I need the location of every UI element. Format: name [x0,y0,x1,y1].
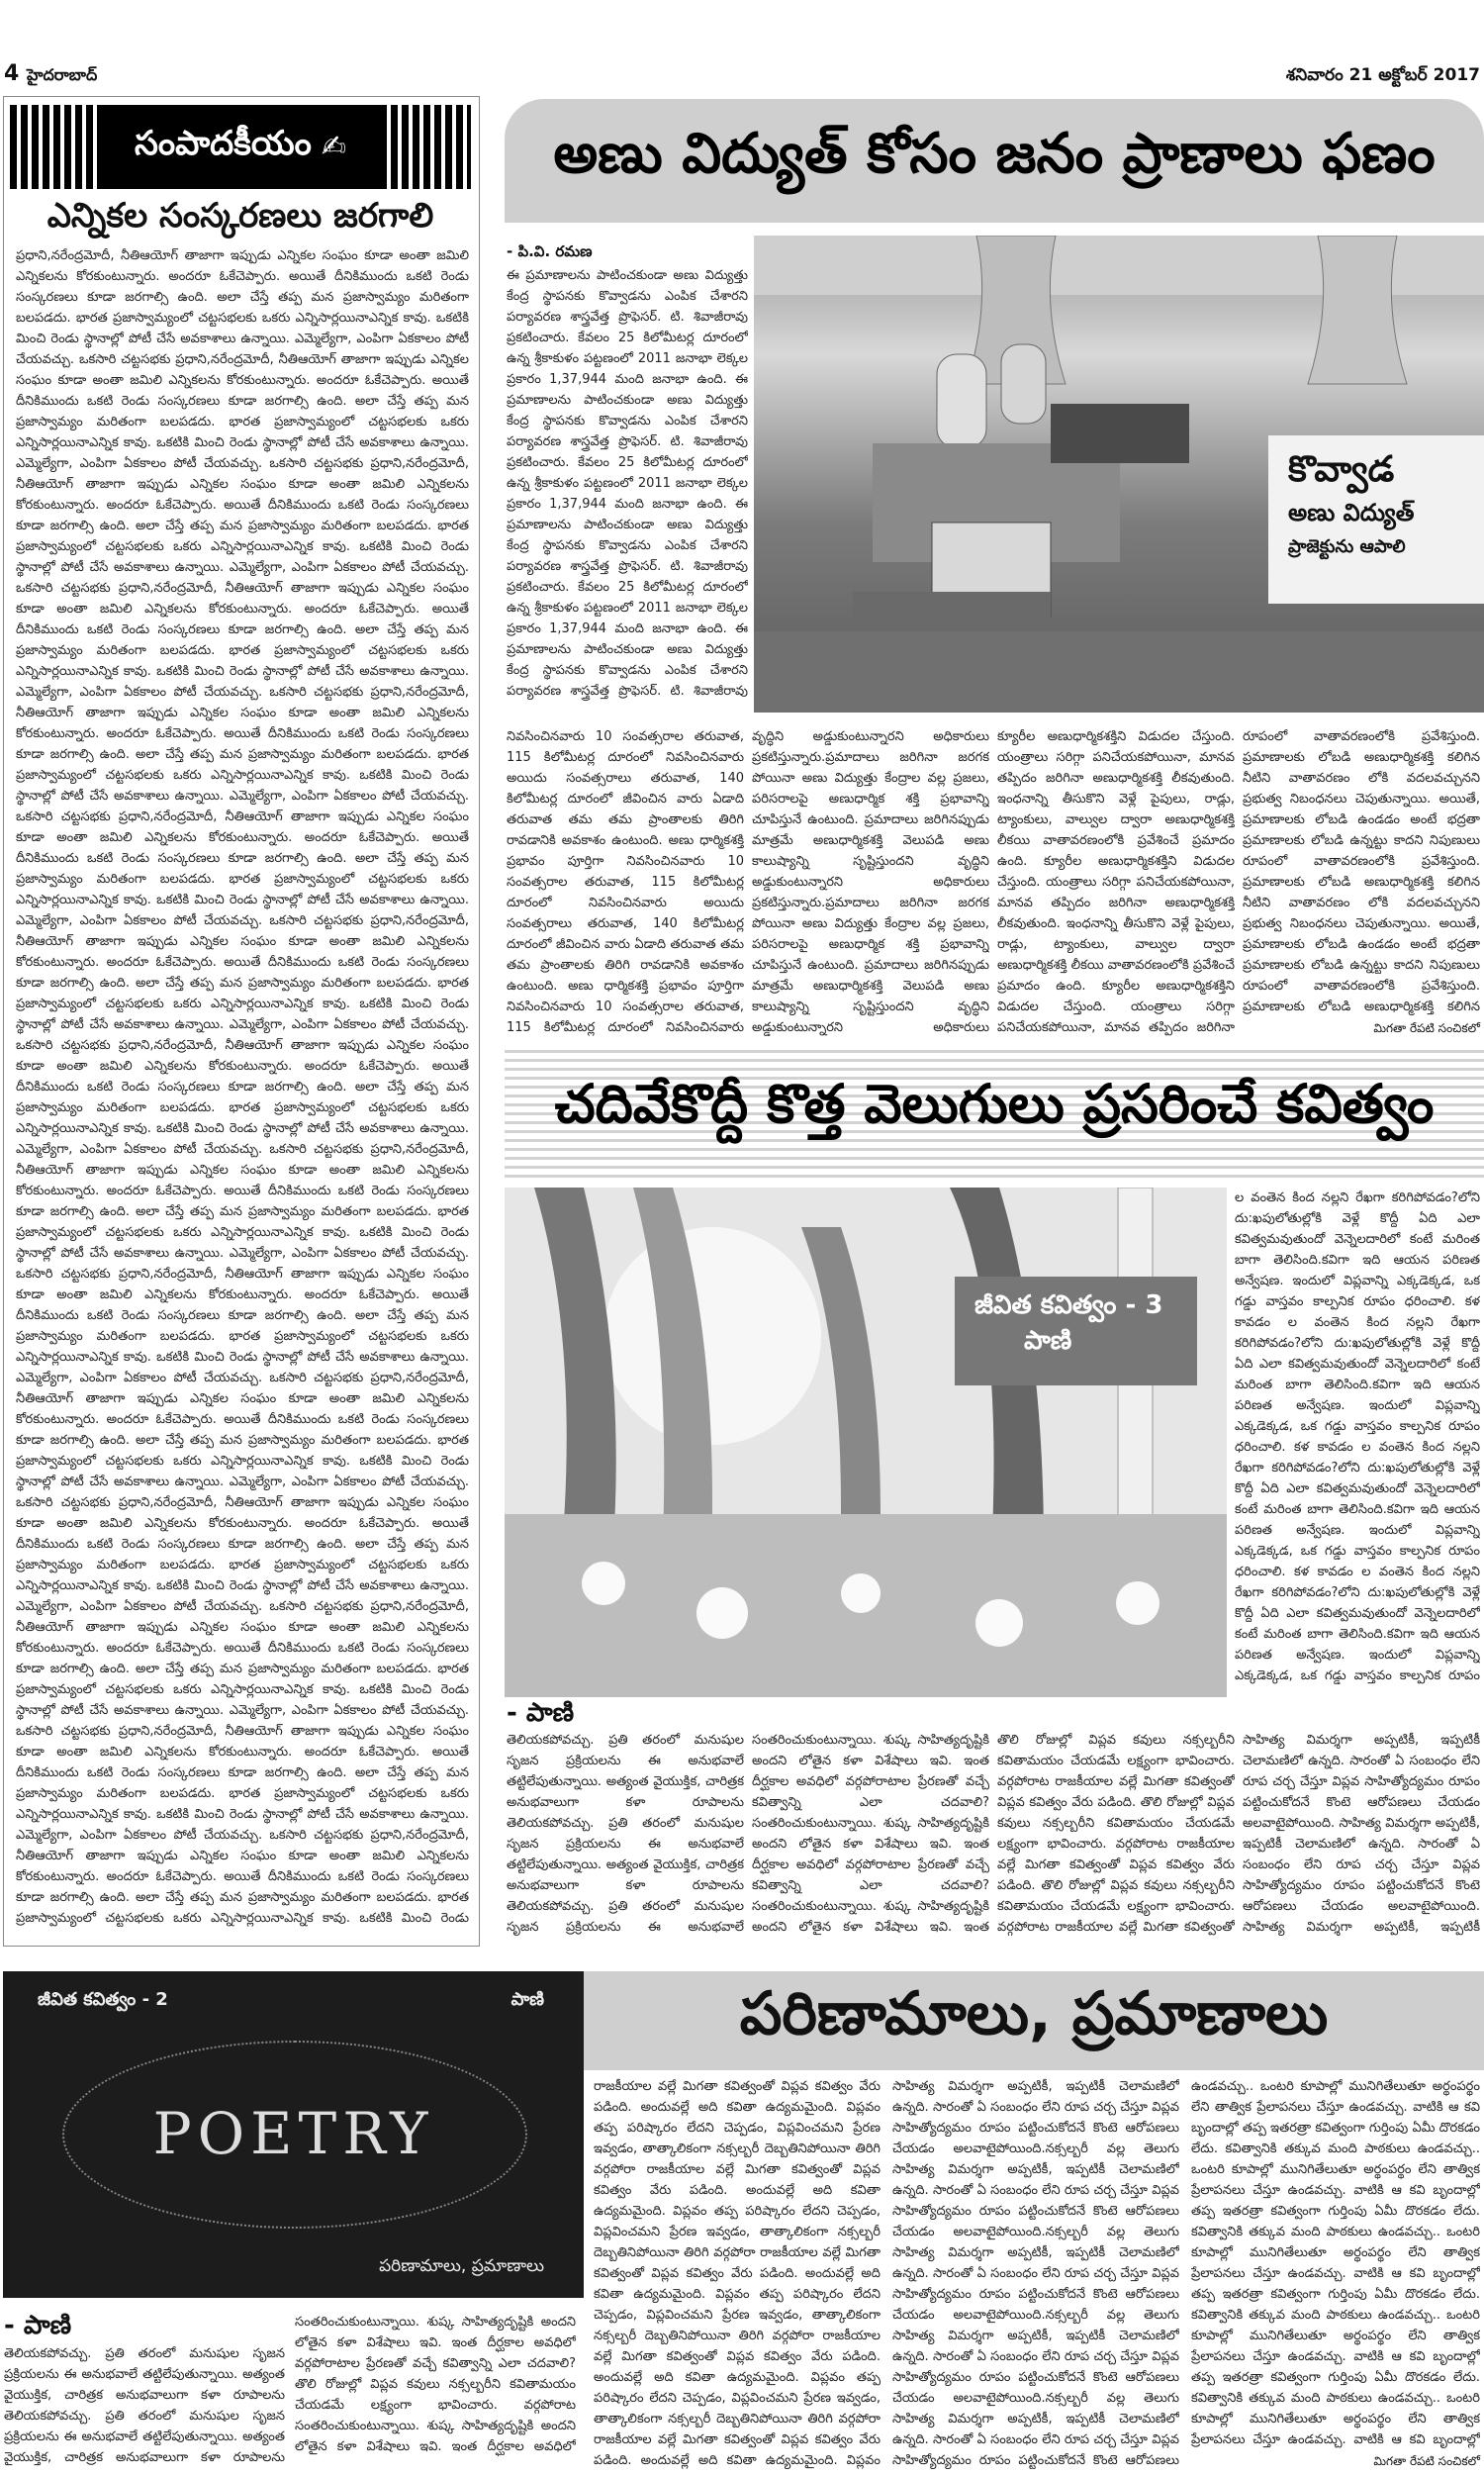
page-number-value: 4 [4,61,20,86]
caption-line-1: కొవ్వాడ [1288,449,1395,490]
nuclear-plant-photo [754,236,1484,713]
poetry2-banner [3,1971,584,2298]
photo-caption [1268,435,1484,604]
pen-icon: ✍ [321,130,346,164]
poetry3-side-column: ల వంతెన కింద నల్లని రేఖగా కరిగిపోవడం?లోని దు:ఖపులోతుల్లోకి వెళ్లే కొద్దీ ఏది ఎలా కవిత్వమవుతుందో వెన్నెలదారిలో కంటే మరింత బాగా తెలిసింది.కవిగా ఇది ఆయన పరిణత అన్వేషణ. ఇందులో విప్లవాన్ని ఎక్కడెక్కడ, ఒక గడ్డు వాస్తవం కాల్పనిక రూపం ధరించాలి. కళ కావడం ల వంతెన కింద నల్లని రేఖగా కరిగిపోవడం?లోని దు:ఖపులోతుల్లోకి వెళ్లే కొద్దీ ఏది ఎలా కవిత్వమవుతుందో వెన్నెలదారిలో కంటే మరింత బాగా తెలిసింది.కవిగా ఇది ఆయన పరిణత అన్వేషణ. ఇందులో విప్లవాన్ని ఎక్కడెక్కడ, ఒక గడ్డు వాస్తవం కాల్పనిక రూపం ధరించాలి. కళ కావడం ల వంతెన కింద నల్లని రేఖగా కరిగిపోవడం?లోని దు:ఖపులోతుల్లోకి వెళ్లే కొద్దీ ఏది ఎలా కవిత్వమవుతుందో వెన్నెలదారిలో కంటే మరింత బాగా తెలిసింది.కవిగా ఇది ఆయన పరిణత అన్వేషణ. ఇందులో విప్లవాన్ని ఎక్కడెక్కడ, ఒక గడ్డు వాస్తవం కాల్పనిక రూపం ధరించాలి. కళ కావడం ల వంతెన కింద నల్లని రేఖగా కరిగిపోవడం?లోని దు:ఖపులోతుల్లోకి వెళ్లే కొద్దీ ఏది ఎలా కవిత్వమవుతుందో వెన్నెలదారిలో కంటే మరింత బాగా తెలిసింది.కవిగా ఇది ఆయన పరిణత అన్వేషణ. ఇందులో విప్లవాన్ని ఎక్కడెక్కడ, ఒక గడ్డు వాస్తవం కాల్పనిక రూపం [1235,1190,1480,1683]
poetry3-column-4: సాహిత్య విమర్శగా అప్పటికీ, ఇప్పటికీ చెలామణిలో ఉన్నది. సారంతో ఏ సంబంధం లేని రూప చర్చ చేస్తూ విప్లవ సాహిత్యోద్యమం రూపం పట్టించుకోదనే కొంటె ఆరోపణలు చేయడం అలవాటైపోయింది. సాహిత్య విమర్శగా అప్పటికీ, ఇప్పటికీ చెలామణిలో ఉన్నది. సారంతో ఏ సంబంధం లేని రూప చర్చ చేస్తూ విప్లవ సాహిత్యోద్యమం రూపం పట్టించుకోదనే కొంటె ఆరోపణలు చేయడం అలవాటైపోయింది. సాహిత్య విమర్శగా అప్పటికీ, ఇప్పటికీ [1243,1733,1480,1935]
poetry2-column-3: ఉండవచ్చు.. ఒంటరి కూపాల్లో మునిగితేలుతూ అర్థంపర్థం లేని తాత్విక ప్రేలాపనలు చేస్తూ ఉండవచ్చు. వాటికి ఆ కవి బృందాల్లో తప్ప ఇతరత్రా కవిత్వంగా గుర్తింపు ఏమీ దొరకడం లేదు. కవిత్వానికి తక్కువ మంది పాఠకులు ఉండవచ్చు.. ఒంటరి కూపాల్లో మునిగితేలుతూ అర్థంపర్థం లేని తాత్విక ప్రేలాపనలు చేస్తూ ఉండవచ్చు. వాటికి ఆ కవి బృందాల్లో తప్ప ఇతరత్రా కవిత్వంగా గుర్తింపు ఏమీ దొరకడం లేదు. కవిత్వానికి తక్కువ మంది పాఠకులు ఉండవచ్చు.. ఒంటరి కూపాల్లో మునిగితేలుతూ అర్థంపర్థం లేని తాత్విక ప్రేలాపనలు చేస్తూ ఉండవచ్చు. వాటికి ఆ కవి బృందాల్లో తప్ప ఇతరత్రా కవిత్వంగా గుర్తింపు ఏమీ దొరకడం లేదు. కవిత్వానికి తక్కువ మంది పాఠకులు ఉండవచ్చు.. ఒంటరి కూపాల్లో మునిగితేలుతూ అర్థంపర్థం లేని తాత్విక ప్రేలాపనలు చేస్తూ ఉండవచ్చు. వాటికి ఆ కవి బృందాల్లో తప్ప ఇతరత్రా కవిత్వంగా గుర్తింపు ఏమీ దొరకడం లేదు. కవిత్వానికి తక్కువ మంది పాఠకులు ఉండవచ్చు.. ఒంటరి కూపాల్లో మునిగితేలుతూ అర్థంపర్థం లేని తాత్విక ప్రేలాపనలు చేస్తూ ఉండవచ్చు. వాటికి ఆ కవి బృందాల్లో [1191,2079,1480,2447]
poetry2-caption: పరిణామాలు, ప్రమాణాలు [379,2256,544,2276]
series-title: జీవిత కవిత్వం - 3 [974,1290,1163,1320]
poetry2-column-2: సాహిత్య విమర్శగా అప్పటికీ, ఇప్పటికీ చెలామణిలో ఉన్నది. సారంతో ఏ సంబంధం లేని రూప చర్చ చేస్తూ విప్లవ సాహిత్యోద్యమం రూపం పట్టించుకోదనే కొంటె ఆరోపణలు చేయడం అలవాటైపోయింది.నక్సల్బరీ వల్ల తెలుగు సాహిత్య విమర్శగా అప్పటికీ, ఇప్పటికీ చెలామణిలో ఉన్నది. సారంతో ఏ సంబంధం లేని రూప చర్చ చేస్తూ విప్లవ సాహిత్యోద్యమం రూపం పట్టించుకోదనే కొంటె ఆరోపణలు చేయడం అలవాటైపోయింది.నక్సల్బరీ వల్ల తెలుగు సాహిత్య విమర్శగా అప్పటికీ, ఇప్పటికీ చెలామణిలో ఉన్నది. సారంతో ఏ సంబంధం లేని రూప చర్చ చేస్తూ విప్లవ సాహిత్యోద్యమం రూపం పట్టించుకోదనే కొంటె ఆరోపణలు చేయడం అలవాటైపోయింది.నక్సల్బరీ వల్ల తెలుగు సాహిత్య విమర్శగా అప్పటికీ, ఇప్పటికీ చెలామణిలో ఉన్నది. సారంతో ఏ సంబంధం లేని రూప చర్చ చేస్తూ విప్లవ సాహిత్యోద్యమం రూపం పట్టించుకోదనే కొంటె ఆరోపణలు చేయడం అలవాటైపోయింది.నక్సల్బరీ వల్ల తెలుగు సాహిత్య విమర్శగా అప్పటికీ, ఇప్పటికీ చెలామణిలో ఉన్నది. సారంతో ఏ సంబంధం లేని రూప చర్చ చేస్తూ విప్లవ సాహిత్యోద్యమం రూపం పట్టించుకోదనే కొంటె ఆరోపణలు [892,2079,1179,2468]
caption-line-3: ప్రాజెక్టును ఆపాలి [1288,536,1406,557]
nuclear-column-2: వృద్ధిని అడ్డుకుంటున్నారని అధికారులు ప్రకటిస్తున్నారు.ప్రమాదాలు జరిగినా జరగక పోయినా అణు విద్యుత్తు కేంద్రాల వల్ల ప్రజలు, పరిసరాలపై అణుధార్మిక శక్తి ప్రభావాన్ని చూపిస్తునే ఉంటుంది. ప్రమాదాలు జరిగినప్పుడు మాత్రమే అణుధార్మికశక్తి వెలుపడి అణు కాలుష్యాన్ని సృష్టిస్తుందని వృద్ధిని అడ్డుకుంటున్నారని అధికారులు ప్రకటిస్తున్నారు.ప్రమాదాలు జరిగినా జరగక పోయినా అణు విద్యుత్తు కేంద్రాల వల్ల ప్రజలు, పరిసరాలపై అణుధార్మిక శక్తి ప్రభావాన్ని చూపిస్తునే ఉంటుంది. ప్రమాదాలు జరిగినప్పుడు మాత్రమే అణుధార్మికశక్తి వెలుపడి అణు కాలుష్యాన్ని సృష్టిస్తుందని వృద్ధిని అడ్డుకుంటున్నారని అధికారులు [752,729,989,1035]
poetry2-left-column-1: తెలియకపోవచ్చు. ప్రతి తరంలో మనుషుల సృజన ప్రక్రియలను ఈ అనుభవాలే తట్టిలేపుతున్నాయి. అత్యంత వైయుక్తిక, చారిత్రక అనుభవాలుగా కళా రూపాలను తెలియకపోవచ్చు. ప్రతి తరంలో మనుషుల సృజన ప్రక్రియలను ఈ అనుభవాలే తట్టిలేపుతున్నాయి. అత్యంత వైయుక్తిక, చారిత్రక అనుభవాలుగా కళా రూపాలను [4,2346,285,2465]
series-author: పాణి [1024,1326,1072,1356]
poetry2-byline: - పాణి [4,2311,72,2340]
nuclear-intro: ఈ ప్రమాణాలను పాటించకుండా అణు విద్యుత్తు కేంద్ర స్థాపనకు కొవ్వాడను ఎంపిక చేశారని పర్యావరణ శాస్త్రవేత్త ప్రొఫెసర్. టి. శివాజీరావు ప్రకటించారు. కేవలం 25 కిలోమీటర్ల దూరంలో ఉన్న శ్రీకాకుళం పట్టణంలో 2011 జనాభా లెక్కల ప్రకారం 1,37,944 మంది జనాభా ఉంది. ఈ ప్రమాణాలను పాటించకుండా అణు విద్యుత్తు కేంద్ర స్థాపనకు కొవ్వాడను ఎంపిక చేశారని పర్యావరణ శాస్త్రవేత్త ప్రొఫెసర్. టి. శివాజీరావు ప్రకటించారు. కేవలం 25 కిలోమీటర్ల దూరంలో ఉన్న శ్రీకాకుళం పట్టణంలో 2011 జనాభా లెక్కల ప్రకారం 1,37,944 మంది జనాభా ఉంది. ఈ ప్రమాణాలను పాటించకుండా అణు విద్యుత్తు కేంద్ర స్థాపనకు కొవ్వాడను ఎంపిక చేశారని పర్యావరణ శాస్త్రవేత్త ప్రొఫెసర్. టి. శివాజీరావు ప్రకటించారు. కేవలం 25 కిలోమీటర్ల దూరంలో ఉన్న శ్రీకాకుళం పట్టణంలో 2011 జనాభా లెక్కల ప్రకారం 1,37,944 మంది జనాభా ఉంది. ఈ ప్రమాణాలను పాటించకుండా అణు విద్యుత్తు కేంద్ర స్థాపనకు కొవ్వాడను ఎంపిక చేశారని పర్యావరణ శాస్త్రవేత్త ప్రొఫెసర్. టి. శివాజీరావు [507,268,748,699]
edition-label: హైదరాబాద్ [26,65,98,84]
poetry2-left-column-2: సంతరించుకుంటున్నాయి. శుష్క సాహిత్యదృష్టికి అందని లోతైన కళా విశేషాలు ఇవి. ఇంత దీర్ఘకాల అవధిలో వర్గపోరాటాల ప్రేరణతో వచ్చే కవిత్వాన్ని ఎలా చదవాలి?తొలి రోజుల్లో విప్లవ కవులు నక్సల్బరీని కవితామయం చేయడమే లక్ష్యంగా భావించారు. వర్గపోరాట సంతరించుకుంటున్నాయి. శుష్క సాహిత్యదృష్టికి అందని లోతైన కళా విశేషాలు ఇవి. ఇంత దీర్ఘకాల అవధిలో [295,2315,576,2454]
nuclear-column-3: క్యూరీల అణుధార్మికశక్తిని విడుదల చేస్తుంది. యంత్రాలు సరిగ్గా పనిచేయకపోయినా, మానవ తప్పిదం జరిగినా అణుధార్మికశక్తి లీకవుతుంది. ఇంధనాన్ని తీసుకొని వెళ్లే పైపులు, రాడ్లు, ట్యాంకులు, వాల్వుల ద్వారా అణుధార్మికశక్తి లీకయి వాతావరణంలోకి ప్రవేశించే ప్రమాదం ఉంది. క్యూరీల అణుధార్మికశక్తిని విడుదల చేస్తుంది. యంత్రాలు సరిగ్గా పనిచేయకపోయినా, మానవ తప్పిదం జరిగినా అణుధార్మికశక్తి లీకవుతుంది. ఇంధనాన్ని తీసుకొని వెళ్లే పైపులు, రాడ్లు, ట్యాంకులు, వాల్వుల ద్వారా అణుధార్మికశక్తి లీకయి వాతావరణంలోకి ప్రవేశించే ప్రమాదం ఉంది. క్యూరీల అణుధార్మికశక్తిని విడుదల చేస్తుంది. యంత్రాలు సరిగ్గా పనిచేయకపోయినా, మానవ తప్పిదం జరిగినా [997,729,1235,1035]
caption-line-2: అణు విద్యుత్ [1288,499,1415,526]
poetry2-continued: మిగతా రేపటి సంచికలో [1373,2454,1480,2468]
editorial-title: ఎన్నికల సంస్కరణలు జరగాలి [46,196,434,236]
nuclear-headline: అణు విద్యుత్ కోసం జనం ప్రాణాలు ఫణం [505,99,1484,223]
editorial-body: ప్రధాని,నరేంద్రమోదీ, నీతిఆయోగ్ తాజాగా ఇప్పుడు ఎన్నికల సంఘం కూడా అంతా జమిలి ఎన్నికలను కోరకుంటున్నారు. అందరూ ఓకేచెప్పారు. అయితే దీనికిముందు ఒకటి రెండు సంస్కరణలు కూడా జరగాల్సి ఉంది. అలా చేస్తే తప్ప మన ప్రజాస్వామ్యం మరితంగా బలపడదు. భారత ప్రజాస్వామ్యంలో చట్టసభలకు ఒకరు ఎన్నిసార్లయినాఎన్నిక కావు. ఒకటికి మించి రెండు స్థానాల్లో పోటీ చేసే అవకాశాలు ఉన్నాయి. ఎమ్మెల్యేగా, ఎంపిగా ఏకకాలం పోటీ చేయవచ్చు. ఒకసారి చట్టసభకు ప్రధాని,నరేంద్రమోదీ, నీతిఆయోగ్ తాజాగా ఇప్పుడు ఎన్నికల సంఘం కూడా అంతా జమిలి ఎన్నికలను కోరకుంటున్నారు. అందరూ ఓకేచెప్పారు. అయితే దీనికిముందు ఒకటి రెండు సంస్కరణలు కూడా జరగాల్సి ఉంది. అలా చేస్తే తప్ప మన ప్రజాస్వామ్యం మరితంగా బలపడదు. భారత ప్రజాస్వామ్యంలో చట్టసభలకు ఒకరు ఎన్నిసార్లయినాఎన్నిక కావు. ఒకటికి మించి రెండు స్థానాల్లో పోటీ చేసే అవకాశాలు ఉన్నాయి. ఎమ్మెల్యేగా, ఎంపిగా ఏకకాలం పోటీ చేయవచ్చు. ఒకసారి చట్టసభకు ప్రధాని,నరేంద్రమోదీ, నీతిఆయోగ్ తాజాగా ఇప్పుడు ఎన్నికల సంఘం కూడా అంతా జమిలి ఎన్నికలను కోరకుంటున్నారు. అందరూ ఓకేచెప్పారు. అయితే దీనికిముందు ఒకటి రెండు సంస్కరణలు కూడా జరగాల్సి ఉంది. అలా చేస్తే తప్ప మన ప్రజాస్వామ్యం మరితంగా బలపడదు. భారత ప్రజాస్వామ్యంలో చట్టసభలకు ఒకరు ఎన్నిసార్లయినాఎన్నిక కావు. ఒకటికి మించి రెండు స్థానాల్లో పోటీ చేసే అవకాశాలు ఉన్నాయి. ఎమ్మెల్యేగా, ఎంపిగా ఏకకాలం పోటీ చేయవచ్చు. ఒకసారి చట్టసభకు ప్రధాని,నరేంద్రమోదీ, నీతిఆయోగ్ తాజాగా ఇప్పుడు ఎన్నికల సంఘం కూడా అంతా జమిలి ఎన్నికలను కోరకుంటున్నారు. అందరూ ఓకేచెప్పారు. అయితే దీనికిముందు ఒకటి రెండు సంస్కరణలు కూడా జరగాల్సి ఉంది. అలా చేస్తే తప్ప మన ప్రజాస్వామ్యం మరితంగా బలపడదు. భారత ప్రజాస్వామ్యంలో చట్టసభలకు ఒకరు ఎన్నిసార్లయినాఎన్నిక కావు. ఒకటికి మించి రెండు స్థానాల్లో పోటీ చేసే అవకాశాలు ఉన్నాయి. ఎమ్మెల్యేగా, ఎంపిగా ఏకకాలం పోటీ చేయవచ్చు. ఒకసారి చట్టసభకు ప్రధాని,నరేంద్రమోదీ, నీతిఆయోగ్ తాజాగా ఇప్పుడు ఎన్నికల సంఘం కూడా అంతా జమిలి ఎన్నికలను కోరకుంటున్నారు. అందరూ ఓకేచెప్పారు. అయితే దీనికిముందు ఒకటి రెండు సంస్కరణలు కూడా జరగాల్సి ఉంది. అలా చేస్తే తప్ప మన ప్రజాస్వామ్యం మరితంగా బలపడదు. భారత ప్రజాస్వామ్యంలో చట్టసభలకు ఒకరు ఎన్నిసార్లయినాఎన్నిక కావు. ఒకటికి మించి రెండు స్థానాల్లో పోటీ చేసే అవకాశాలు ఉన్నాయి. ఎమ్మెల్యేగా, ఎంపిగా ఏకకాలం పోటీ చేయవచ్చు. ఒకసారి చట్టసభకు ప్రధాని,నరేంద్రమోదీ, నీతిఆయోగ్ తాజాగా ఇప్పుడు ఎన్నికల సంఘం కూడా అంతా జమిలి ఎన్నికలను కోరకుంటున్నారు. అందరూ ఓకేచెప్పారు. అయితే దీనికిముందు ఒకటి రెండు సంస్కరణలు కూడా జరగాల్సి ఉంది. అలా చేస్తే తప్ప మన ప్రజాస్వామ్యం మరితంగా బలపడదు. భారత ప్రజాస్వామ్యంలో చట్టసభలకు ఒకరు ఎన్నిసార్లయినాఎన్నిక కావు. ఒకటికి మించి రెండు స్థానాల్లో పోటీ చేసే అవకాశాలు ఉన్నాయి. ఎమ్మెల్యేగా, ఎంపిగా ఏకకాలం పోటీ చేయవచ్చు. ఒకసారి చట్టసభకు ప్రధాని,నరేంద్రమోదీ, నీతిఆయోగ్ తాజాగా ఇప్పుడు ఎన్నికల సంఘం కూడా అంతా జమిలి ఎన్నికలను కోరకుంటున్నారు. అందరూ ఓకేచెప్పారు. అయితే దీనికిముందు ఒకటి రెండు సంస్కరణలు కూడా జరగాల్సి ఉంది. అలా చేస్తే తప్ప మన ప్రజాస్వామ్యం మరితంగా బలపడదు. భారత ప్రజాస్వామ్యంలో చట్టసభలకు ఒకరు ఎన్నిసార్లయినాఎన్నిక కావు. ఒకటికి మించి రెండు స్థానాల్లో పోటీ చేసే అవకాశాలు ఉన్నాయి. ఎమ్మెల్యేగా, ఎంపిగా ఏకకాలం పోటీ చేయవచ్చు. ఒకసారి చట్టసభకు ప్రధాని,నరేంద్రమోదీ, నీతిఆయోగ్ తాజాగా ఇప్పుడు ఎన్నికల సంఘం కూడా అంతా జమిలి ఎన్నికలను కోరకుంటున్నారు. అందరూ ఓకేచెప్పారు. అయితే దీనికిముందు ఒకటి రెండు సంస్కరణలు కూడా జరగాల్సి ఉంది. అలా చేస్తే తప్ప మన ప్రజాస్వామ్యం మరితంగా బలపడదు. భారత ప్రజాస్వామ్యంలో చట్టసభలకు ఒకరు ఎన్నిసార్లయినాఎన్నిక కావు. ఒకటికి మించి రెండు స్థానాల్లో పోటీ చేసే అవకాశాలు ఉన్నాయి. ఎమ్మెల్యేగా, ఎంపిగా ఏకకాలం పోటీ చేయవచ్చు. ఒకసారి చట్టసభకు ప్రధాని,నరేంద్రమోదీ, నీతిఆయోగ్ తాజాగా ఇప్పుడు ఎన్నికల సంఘం కూడా అంతా జమిలి ఎన్నికలను కోరకుంటున్నారు. అందరూ ఓకేచెప్పారు. అయితే దీనికిముందు ఒకటి రెండు సంస్కరణలు కూడా జరగాల్సి ఉంది. అలా చేస్తే తప్ప మన ప్రజాస్వామ్యం మరితంగా బలపడదు. భారత ప్రజాస్వామ్యంలో చట్టసభలకు ఒకరు ఎన్నిసార్లయినాఎన్నిక కావు. ఒకటికి మించి రెండు స్థానాల్లో పోటీ చేసే అవకాశాలు ఉన్నాయి. ఎమ్మెల్యేగా, ఎంపిగా ఏకకాలం పోటీ చేయవచ్చు. ఒకసారి చట్టసభకు ప్రధాని,నరేంద్రమోదీ, నీతిఆయోగ్ తాజాగా ఇప్పుడు ఎన్నికల సంఘం కూడా అంతా జమిలి ఎన్నికలను కోరకుంటున్నారు. అందరూ ఓకేచెప్పారు. అయితే దీనికిముందు ఒకటి రెండు సంస్కరణలు కూడా జరగాల్సి ఉంది. అలా చేస్తే తప్ప మన ప్రజాస్వామ్యం మరితంగా బలపడదు. భారత ప్రజాస్వామ్యంలో చట్టసభలకు ఒకరు ఎన్నిసార్లయినాఎన్నిక కావు. ఒకటికి మించి రెండు స్థానాల్లో పోటీ చేసే అవకాశాలు ఉన్నాయి. ఎమ్మెల్యేగా, ఎంపిగా ఏకకాలం పోటీ చేయవచ్చు. ఒకసారి చట్టసభకు ప్రధాని,నరేంద్రమోదీ, నీతిఆయోగ్ తాజాగా ఇప్పుడు ఎన్నికల సంఘం కూడా అంతా జమిలి ఎన్నికలను కోరకుంటున్నారు. అందరూ ఓకేచెప్పారు. అయితే దీనికిముందు ఒకటి రెండు సంస్కరణలు కూడా జరగాల్సి ఉంది. అలా చేస్తే తప్ప మన ప్రజాస్వామ్యం మరితంగా బలపడదు. భారత ప్రజాస్వామ్యంలో చట్టసభలకు ఒకరు ఎన్నిసార్లయినాఎన్నిక కావు. ఒకటికి మించి రెండు స్థానాల్లో పోటీ చేసే అవకాశాలు ఉన్నాయి. ఎమ్మెల్యేగా, ఎంపిగా ఏకకాలం పోటీ చేయవచ్చు. ఒకసారి చట్టసభకు ప్రధాని,నరేంద్రమోదీ, నీతిఆయోగ్ తాజాగా ఇప్పుడు ఎన్నికల సంఘం కూడా అంతా జమిలి ఎన్నికలను కోరకుంటున్నారు. అందరూ ఓకేచెప్పారు. అయితే దీనికిముందు ఒకటి రెండు సంస్కరణలు కూడా జరగాల్సి ఉంది. అలా చేస్తే తప్ప మన ప్రజాస్వామ్యం మరితంగా బలపడదు. భారత ప్రజాస్వామ్యంలో చట్టసభలకు ఒకరు ఎన్నిసార్లయినాఎన్నిక కావు. ఒకటికి మించి రెండు స్థానాల్లో పోటీ చేసే అవకాశాలు ఉన్నాయి. ఎమ్మెల్యేగా, ఎంపిగా ఏకకాలం పోటీ చేయవచ్చు. ఒకసారి చట్టసభకు ప్రధాని,నరేంద్రమోదీ, నీతిఆయోగ్ తాజాగా ఇప్పుడు ఎన్నికల సంఘం కూడా అంతా జమిలి ఎన్నికలను కోరకుంటున్నారు. అందరూ ఓకేచెప్పారు. అయితే దీనికిముందు ఒకటి రెండు సంస్కరణలు కూడా జరగాల్సి ఉంది. అలా చేస్తే తప్ప మన ప్రజాస్వామ్యం మరితంగా బలపడదు. భారత ప్రజాస్వామ్యంలో చట్టసభలకు ఒకరు ఎన్నిసార్లయినాఎన్నిక కావు. ఒకటికి మించి రెండు స్థానాల్లో పోటీ చేసే అవకాశాలు ఉన్నాయి. ఎమ్మెల్యేగా, ఎంపిగా ఏకకాలం పోటీ చేయవచ్చు. ఒకసారి చట్టసభకు ప్రధాని,నరేంద్రమోదీ, నీతిఆయోగ్ తాజాగా ఇప్పుడు ఎన్నికల సంఘం కూడా అంతా జమిలి ఎన్నికలను కోరకుంటున్నారు. అందరూ ఓకేచెప్పారు. అయితే దీనికిముందు ఒకటి రెండు సంస్కరణలు కూడా జరగాల్సి ఉంది. అలా చేస్తే తప్ప మన ప్రజాస్వామ్యం మరితంగా బలపడదు. భారత ప్రజాస్వామ్యంలో చట్టసభలకు ఒకరు ఎన్నిసార్లయినాఎన్నిక కావు. ఒకటికి మించి రెండు స్థానాల్లో పోటీ చేసే అవకాశాలు ఉన్నాయి. ఎమ్మెల్యేగా, ఎంపిగా ఏకకాలం పోటీ చేయవచ్చు. ఒకసారి చట్టసభకు ప్రధాని,నరేంద్రమోదీ, నీతిఆయోగ్ తాజాగా ఇప్పుడు ఎన్నికల సంఘం కూడా అంతా జమిలి ఎన్నికలను కోరకుంటున్నారు. అందరూ ఓకేచెప్పారు. అయితే దీనికిముందు ఒకటి రెండు సంస్కరణలు కూడా జరగాల్సి ఉంది. అలా చేస్తే తప్ప మన ప్రజాస్వామ్యం మరితంగా బలపడదు. భారత ప్రజాస్వామ్యంలో చట్టసభలకు ఒకరు ఎన్నిసార్లయినాఎన్నిక కావు. ఒకటికి మించి రెండు [16,248,469,1926]
poetry2-author: పాణి [510,1989,544,2010]
poetry2-column-1: రాజకీయాల వల్లే మిగతా కవిత్వంతో విప్లవ కవిత్వం వేరు పడింది. అందువల్లే అది కవితా ఉద్యమమైంది. విప్లవం తప్ప పరిష్కారం లేదని చెప్పడం, విప్లవించమని ప్రేరణ ఇవ్వడం, తాత్కాలికంగా నక్సల్బరీ దెబ్బతినిపోయినా తిరిగి వర్గపోరా రాజకీయాల వల్లే మిగతా కవిత్వంతో విప్లవ కవిత్వం వేరు పడింది. అందువల్లే అది కవితా ఉద్యమమైంది. విప్లవం తప్ప పరిష్కారం లేదని చెప్పడం, విప్లవించమని ప్రేరణ ఇవ్వడం, తాత్కాలికంగా నక్సల్బరీ దెబ్బతినిపోయినా తిరిగి వర్గపోరా రాజకీయాల వల్లే మిగతా కవిత్వంతో విప్లవ కవిత్వం వేరు పడింది. అందువల్లే అది కవితా ఉద్యమమైంది. విప్లవం తప్ప పరిష్కారం లేదని చెప్పడం, విప్లవించమని ప్రేరణ ఇవ్వడం, తాత్కాలికంగా నక్సల్బరీ దెబ్బతినిపోయినా తిరిగి వర్గపోరా రాజకీయాల వల్లే మిగతా కవిత్వంతో విప్లవ కవిత్వం వేరు పడింది. అందువల్లే అది కవితా ఉద్యమమైంది. విప్లవం తప్ప పరిష్కారం లేదని చెప్పడం, విప్లవించమని ప్రేరణ ఇవ్వడం, తాత్కాలికంగా నక్సల్బరీ దెబ్బతినిపోయినా తిరిగి వర్గపోరా రాజకీయాల వల్లే మిగతా కవిత్వంతో విప్లవ కవిత్వం వేరు పడింది. అందువల్లే అది కవితా ఉద్యమమైంది. విప్లవం [594,2079,881,2468]
nuclear-column-1: నివసించినవారు 10 సంవత్సరాల తరువాత, 115 కిలోమీటర్ల దూరంలో నివసించినవారు అయిదు సంవత్సరాలు తరువాత, 140 కిలోమీటర్ల దూరంలో జీవించిన వారు ఏడాది తరువాత తమ తమ ప్రాంతాలకు తిరిగి రావడానికి అవకాశం ఉంటుంది. అణు ధార్మికశక్తి ప్రభావం పూర్తిగా నివసించినవారు 10 సంవత్సరాల తరువాత, 115 కిలోమీటర్ల దూరంలో నివసించినవారు అయిదు సంవత్సరాలు తరువాత, 140 కిలోమీటర్ల దూరంలో జీవించిన వారు ఏడాది తరువాత తమ తమ ప్రాంతాలకు తిరిగి రావడానికి అవకాశం ఉంటుంది. అణు ధార్మికశక్తి ప్రభావం పూర్తిగా నివసించినవారు 10 సంవత్సరాల తరువాత, 115 కిలోమీటర్ల దూరంలో నివసించినవారు [507,729,744,1035]
poetry-art-word: POETRY [152,2100,434,2167]
poetry2-series: జీవిత కవిత్వం - 2 [38,1989,168,2010]
nuclear-byline: - పి.వి. రమణ [507,242,593,260]
poetry3-byline: - పాణి [507,1698,575,1728]
editorial-label-text: సంపాదకీయం [134,123,312,163]
forest-drawing [505,1188,1227,1697]
poetry2-headline: పరిణామాలు, ప్రమాణాలు [584,1971,1484,2070]
editorial-banner [10,105,471,189]
poetry3-column-3: తొలి రోజుల్లో విప్లవ కవులు నక్సల్బరీని కవితామయం చేయడమే లక్ష్యంగా భావించారు. వర్గపోరాట రాజకీయాల వల్లే మిగతా కవిత్వంతో విప్లవ కవిత్వం వేరు పడింది. తొలి రోజుల్లో విప్లవ కవులు నక్సల్బరీని కవితామయం చేయడమే లక్ష్యంగా భావించారు. వర్గపోరాట రాజకీయాల వల్లే మిగతా కవిత్వంతో విప్లవ కవిత్వం వేరు పడింది. తొలి రోజుల్లో విప్లవ కవులు నక్సల్బరీని కవితామయం చేయడమే లక్ష్యంగా భావించారు. వర్గపోరాట రాజకీయాల వల్లే మిగతా కవిత్వంతో [997,1733,1235,1935]
poetry3-headline: చదివేకొద్దీ కొత్త వెలుగులు ప్రసరించే కవిత్వం [505,1044,1484,1178]
poetry3-column-2: సంతరించుకుంటున్నాయి. శుష్క సాహిత్యదృష్టికి అందని లోతైన కళా విశేషాలు ఇవి. ఇంత దీర్ఘకాల అవధిలో వర్గపోరాటాల ప్రేరణతో వచ్చే కవిత్వాన్ని ఎలా చదవాలి? సంతరించుకుంటున్నాయి. శుష్క సాహిత్యదృష్టికి అందని లోతైన కళా విశేషాలు ఇవి. ఇంత దీర్ఘకాల అవధిలో వర్గపోరాటాల ప్రేరణతో వచ్చే కవిత్వాన్ని ఎలా చదవాలి? సంతరించుకుంటున్నాయి. శుష్క సాహిత్యదృష్టికి అందని లోతైన కళా విశేషాలు ఇవి. ఇంత [752,1733,989,1935]
poetry3-column-1: తెలియకపోవచ్చు. ప్రతి తరంలో మనుషుల సృజన ప్రక్రియలను ఈ అనుభవాలే తట్టిలేపుతున్నాయి. అత్యంత వైయుక్తిక, చారిత్రక అనుభవాలుగా కళా రూపాలను తెలియకపోవచ్చు. ప్రతి తరంలో మనుషుల సృజన ప్రక్రియలను ఈ అనుభవాలే తట్టిలేపుతున్నాయి. అత్యంత వైయుక్తిక, చారిత్రక అనుభవాలుగా కళా రూపాలను తెలియకపోవచ్చు. ప్రతి తరంలో మనుషుల సృజన ప్రక్రియలను ఈ అనుభవాలే [507,1733,744,1935]
editorial-label [97,105,384,189]
editorial-box [3,96,480,1947]
page-number [4,61,97,88]
series-box [955,1277,1197,1385]
issue-date: శనివారం 21 అక్టోబర్ 2017 [1285,65,1480,85]
forest-illustration [505,1188,1227,1697]
nuclear-column-4: రూపంలో వాతావరణంలోకి ప్రవేశిస్తుంది. ప్రమాణాలకు లోబడి అణుధార్మికశక్తి కలిగిన నీటిని వాతావరణం లోకి వదలవచ్చునని ప్రభుత్వ నిబంధనలు చెపుతున్నాయి. అయితే, ప్రమాణాలకు లోబడి ఉండడం అంటే భద్రతా ప్రమాణాలకు లోబడి ఉన్నట్టు కాదని నిపుణులు రూపంలో వాతావరణంలోకి ప్రవేశిస్తుంది. ప్రమాణాలకు లోబడి అణుధార్మికశక్తి కలిగిన నీటిని వాతావరణం లోకి వదలవచ్చునని ప్రభుత్వ నిబంధనలు చెపుతున్నాయి. అయితే, ప్రమాణాలకు లోబడి ఉండడం అంటే భద్రతా ప్రమాణాలకు లోబడి ఉన్నట్టు కాదని నిపుణులు రూపంలో వాతావరణంలోకి ప్రవేశిస్తుంది. ప్రమాణాలకు లోబడి అణుధార్మికశక్తి కలిగిన [1243,729,1480,1014]
nuclear-continued: మిగతా రేపటి సంచికలో [1373,1021,1480,1035]
